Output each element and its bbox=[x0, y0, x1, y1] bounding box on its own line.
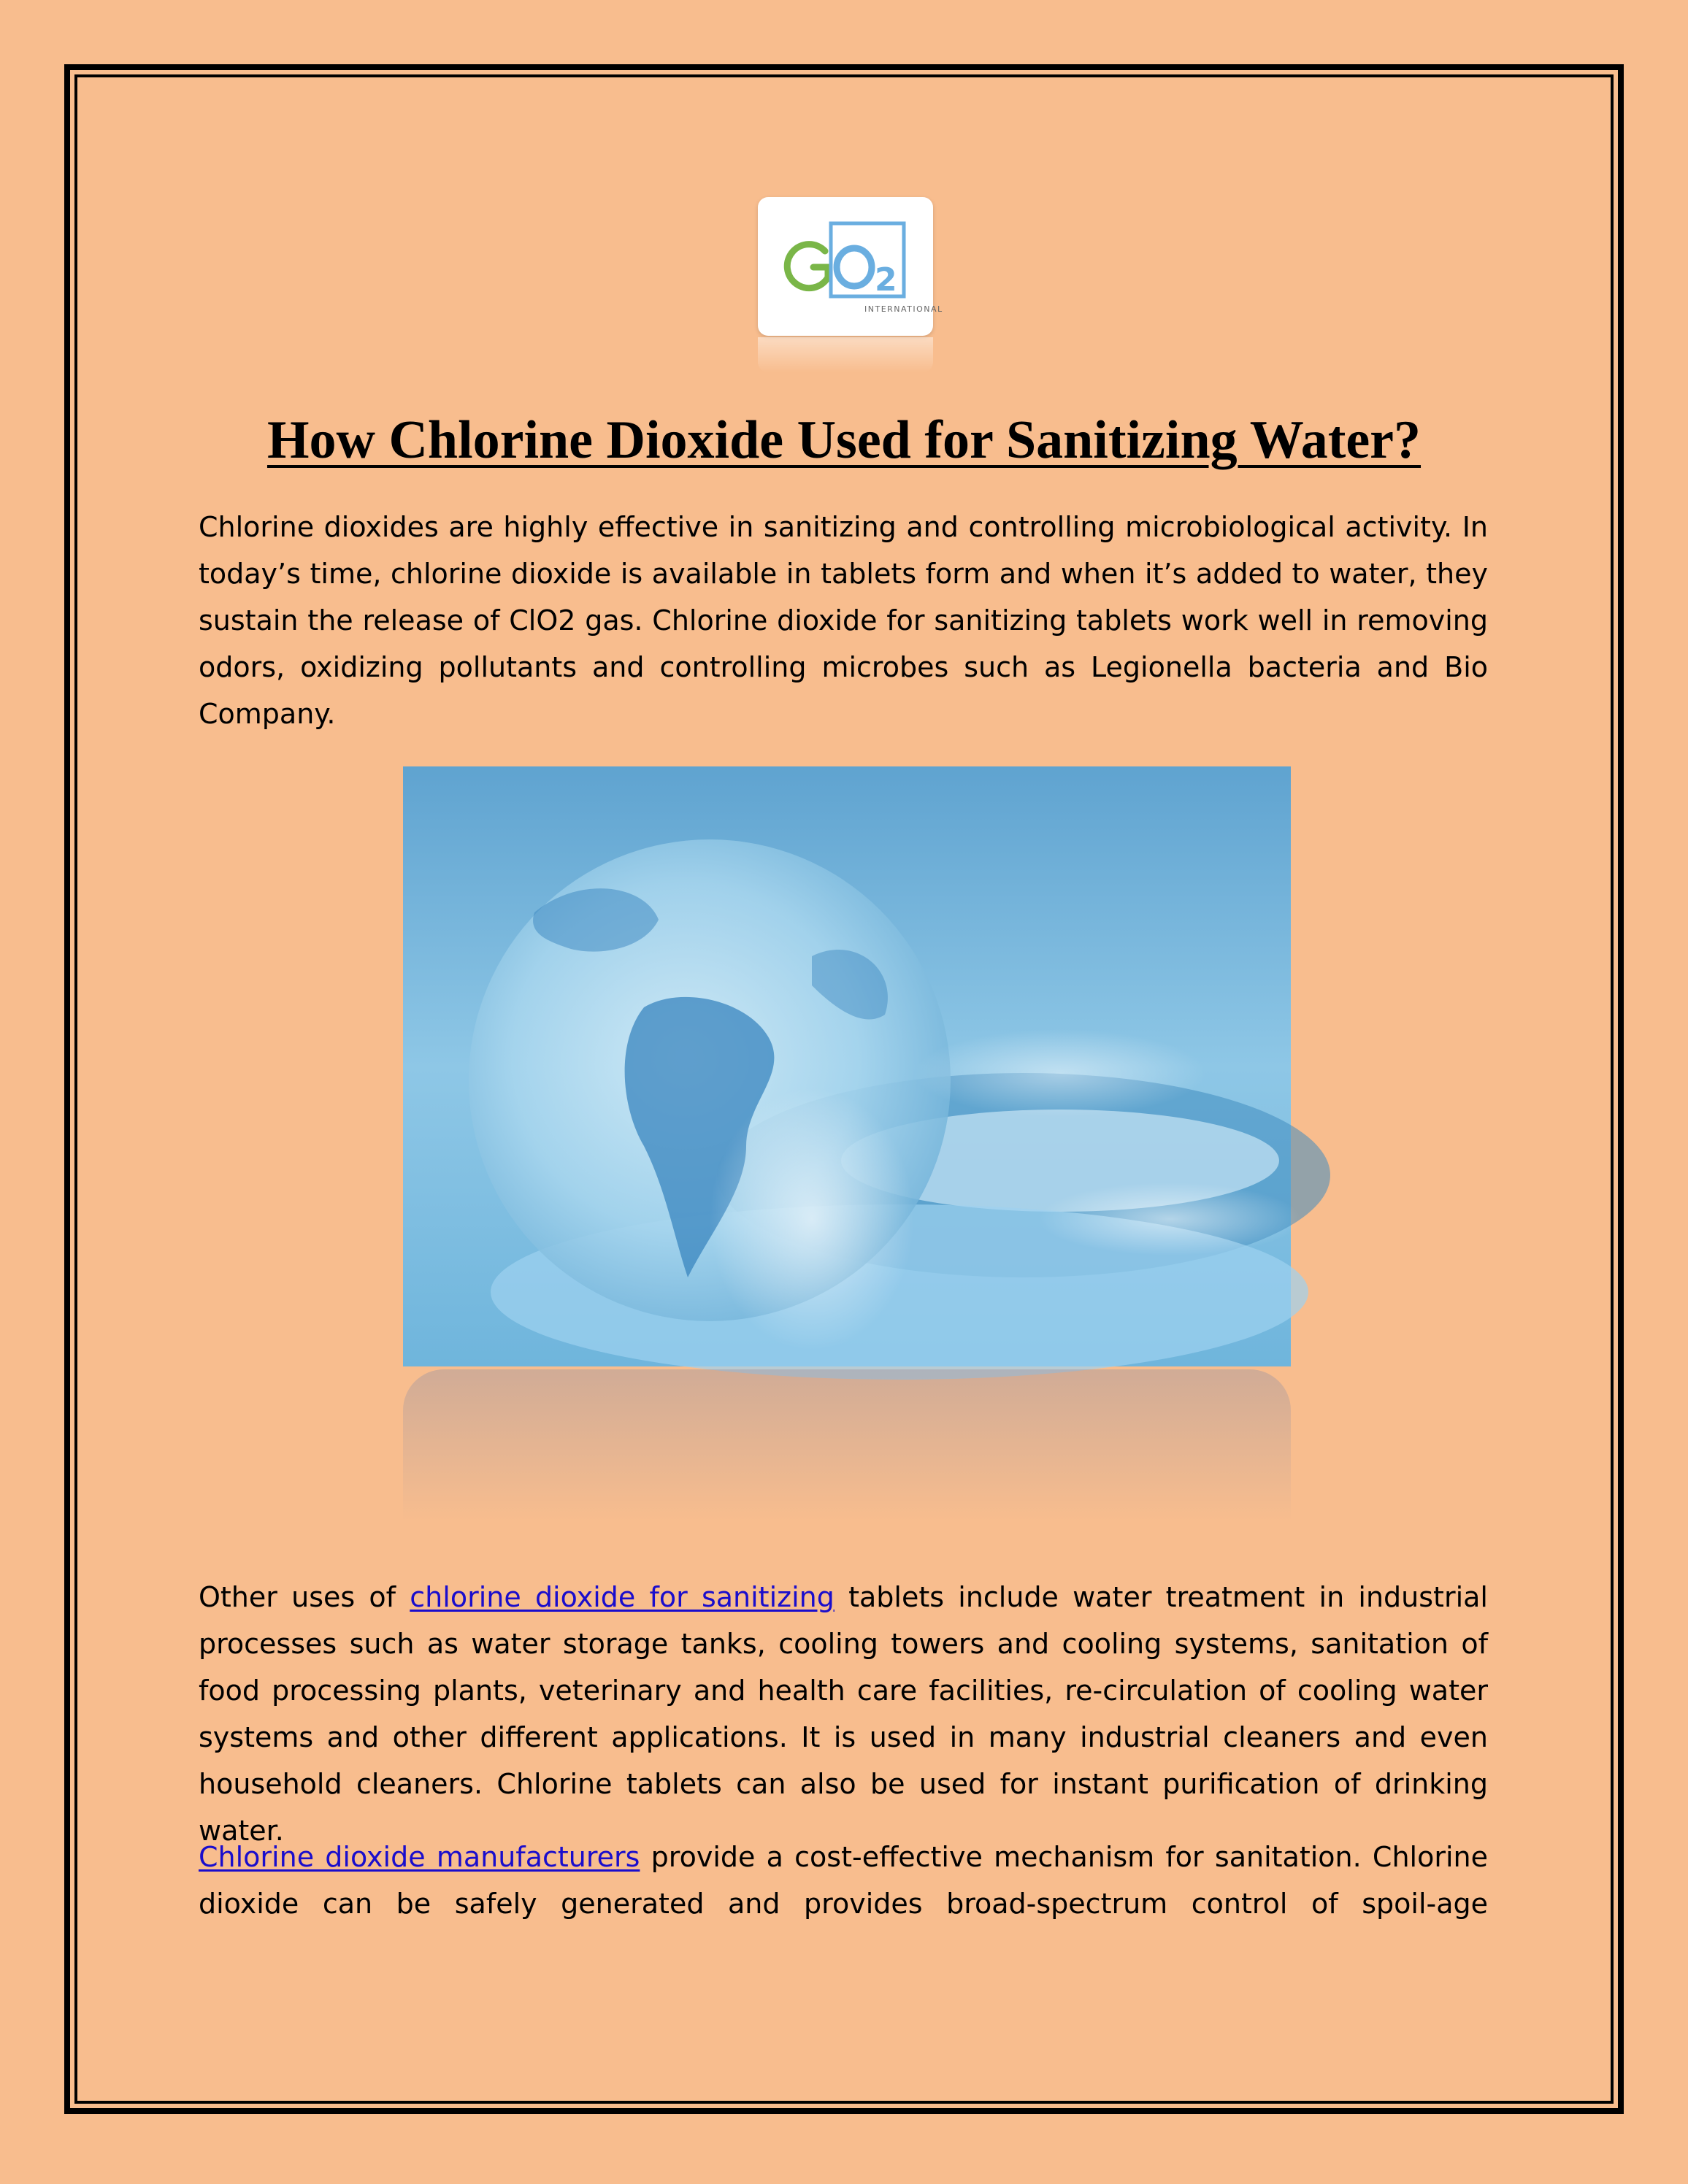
chlorine-dioxide-sanitizing-link[interactable]: chlorine dioxide for sanitizing bbox=[410, 1581, 835, 1613]
manufacturers-paragraph bbox=[199, 1834, 1488, 1927]
svg-text:INTERNATIONAL: INTERNATIONAL bbox=[864, 304, 943, 314]
manufacturers-text: provide a cost-effective mechanism for sanitation. Chlorine dioxide can be safely generated and provides broad-spectrum control of spoil-age bbox=[199, 1841, 1488, 1920]
go2-international-logo bbox=[758, 197, 943, 336]
intro-paragraph: Chlorine dioxides are highly effective in sanitizing and controlling microbiological activity. In today’s time, chlorine dioxide is available in tablets form and when it’s added to water, they sustain the release of ClO2 gas. Chlorine dioxide for sanitizing tablets work well in removing odors, oxidizing pollutants and controlling microbes such as Legionella bacteria and Bio Company. bbox=[199, 511, 1488, 730]
uses-text-rest: tablets include water treatment in industrial processes such as water storage tanks, cooling towers and cooling systems, sanitation of food processing plants, veterinary and health care facilities, re-circulation of cooling water systems and other different applications. It is used in many industrial cleaners and even household cleaners. Chlorine tablets can also be used for instant purification of drinking water. bbox=[199, 1581, 1488, 1847]
svg-text:2: 2 bbox=[875, 261, 897, 299]
water-image-reflection bbox=[403, 1369, 1291, 1530]
chlorine-dioxide-manufacturers-link[interactable]: Chlorine dioxide manufacturers bbox=[199, 1841, 640, 1873]
uses-text-start: Other uses of bbox=[199, 1581, 410, 1613]
page-title: How Chlorine Dioxide Used for Sanitizing Water? bbox=[266, 410, 1422, 470]
logo-reflection bbox=[758, 337, 933, 372]
water-globe-image bbox=[403, 766, 1291, 1366]
uses-paragraph bbox=[199, 1574, 1488, 1854]
